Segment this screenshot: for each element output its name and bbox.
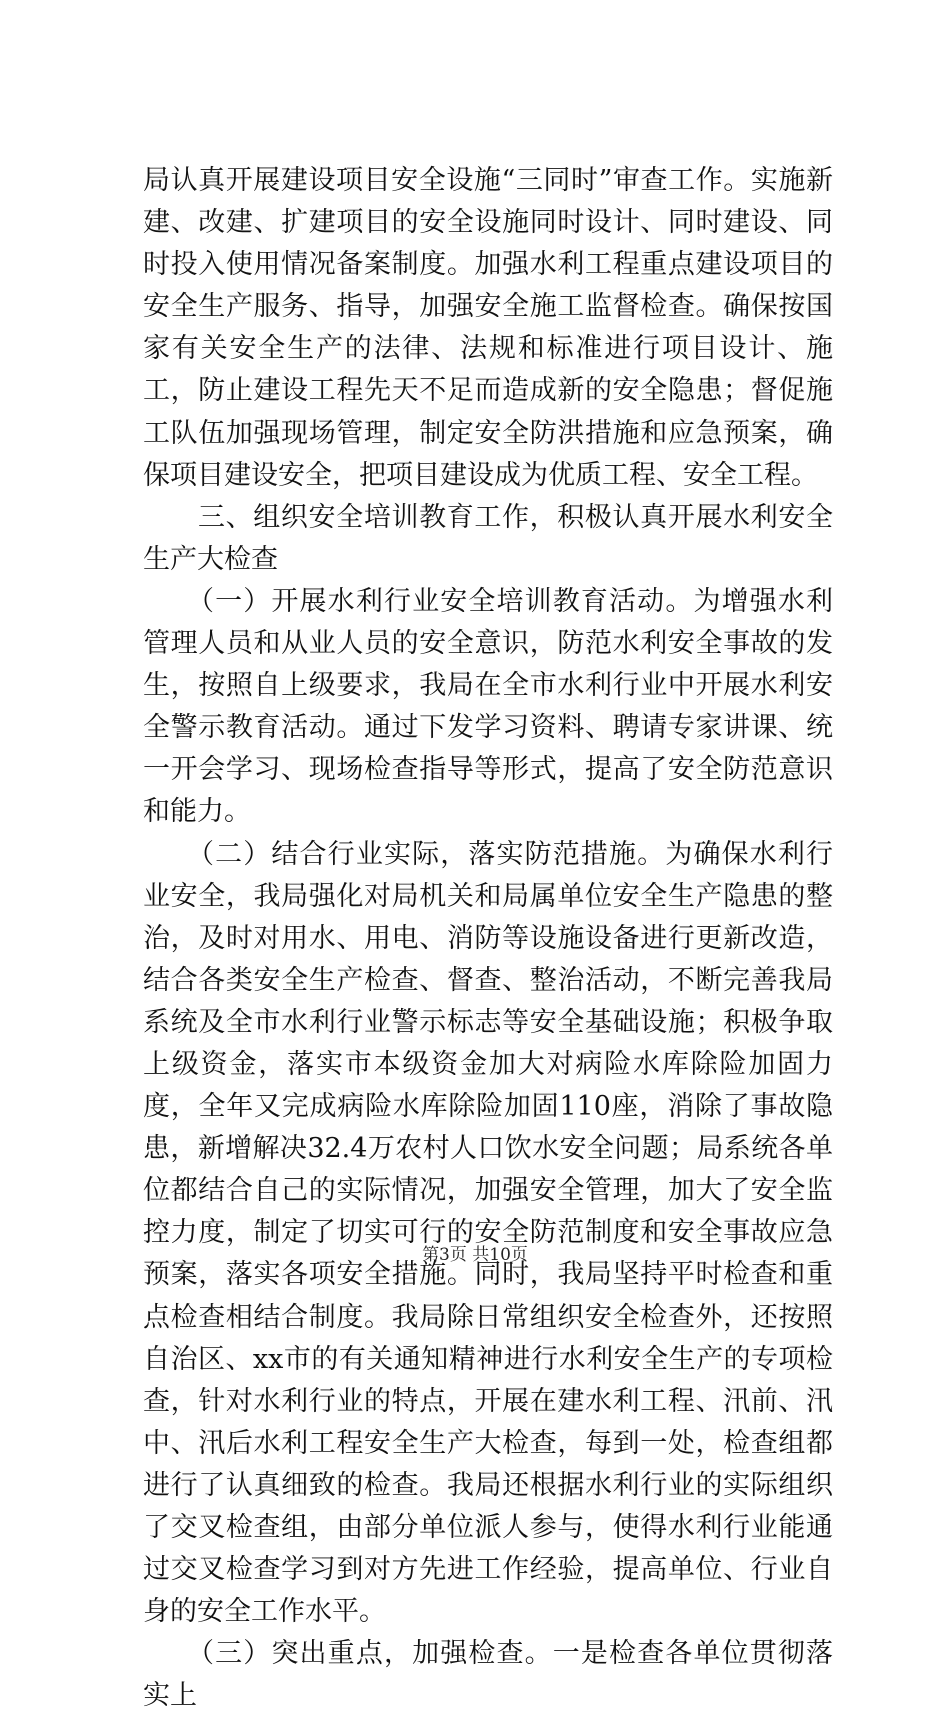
paragraph-training-activities: （一）开展水利行业安全培训教育活动。为增强水利管理人员和从业人员的安全意识，防范水利安全事故的发生，按照自上级要求，我局在全市水利行业中开展水利安全警示教育活动。通过下发学习资料、聘请专家讲课、统一开会学习、现场检查指导等形式，提高了安全防范意识和能力。 [143,585,833,828]
document-body [143,160,833,1717]
page-footer [0,1240,950,1265]
section-heading-training-inspection: 三、组织安全培训教育工作，积极认真开展水利安全生产大检查 [143,501,833,575]
paragraph-construction-safety: 局认真开展建设项目安全设施“三同时”审查工作。实施新建、改建、扩建项目的安全设施同时设计、同时建设、同时投入使用情况备案制度。加强水利工程重点建设项目的安全生产服务、指导，加强安全施工监督检查。确保按国家有关安全生产的法律、法规和标准进行项目设计、施工，防止建设工程先天不足而造成新的安全隐患；督促施工队伍加强现场管理，制定安全防洪措施和应急预案，确保项目建设安全，把项目建设成为优质工程、安全工程。 [143,165,833,491]
paragraph-key-inspections: （三）突出重点，加强检查。一是检查各单位贯彻落实上 [143,1638,833,1712]
paragraph-prevention-measures: （二）结合行业实际，落实防范措施。为确保水利行业安全，我局强化对局机关和局属单位安全生产隐患的整治，及时对用水、用电、消防等设施设备进行更新改造，结合各类安全生产检查、督查、整治活动，不断完善我局系统及全市水利行业警示标志等安全基础设施；积极争取上级资金，落实市本级资金加大对病险水库除险加固力度，全年又完成病险水库除险加固110座，消除了事故隐患，新增解决32.4万农村人口饮水安全问题；局系统各单位都结合自己的实际情况，加强安全管理，加大了安全监控力度，制定了切实可行的安全防范制度和安全事故应急预案，落实各项安全措施。同时，我局坚持平时检查和重点检查相结合制度。我局除日常组织安全检查外，还按照自治区、xx市的有关通知精神进行水利安全生产的专项检查，针对水利行业的特点，开展在建水利工程、汛前、汛中、汛后水利工程安全生产大检查，每到一处，检查组都进行了认真细致的检查。我局还根据水利行业的实际组织了交叉检查组，由部分单位派人参与，使得水利行业能通过交叉检查学习到对方先进工作经验，提高单位、行业自身的安全工作水平。 [143,838,833,1628]
page-number: 第3页 共10页 [422,1245,528,1265]
